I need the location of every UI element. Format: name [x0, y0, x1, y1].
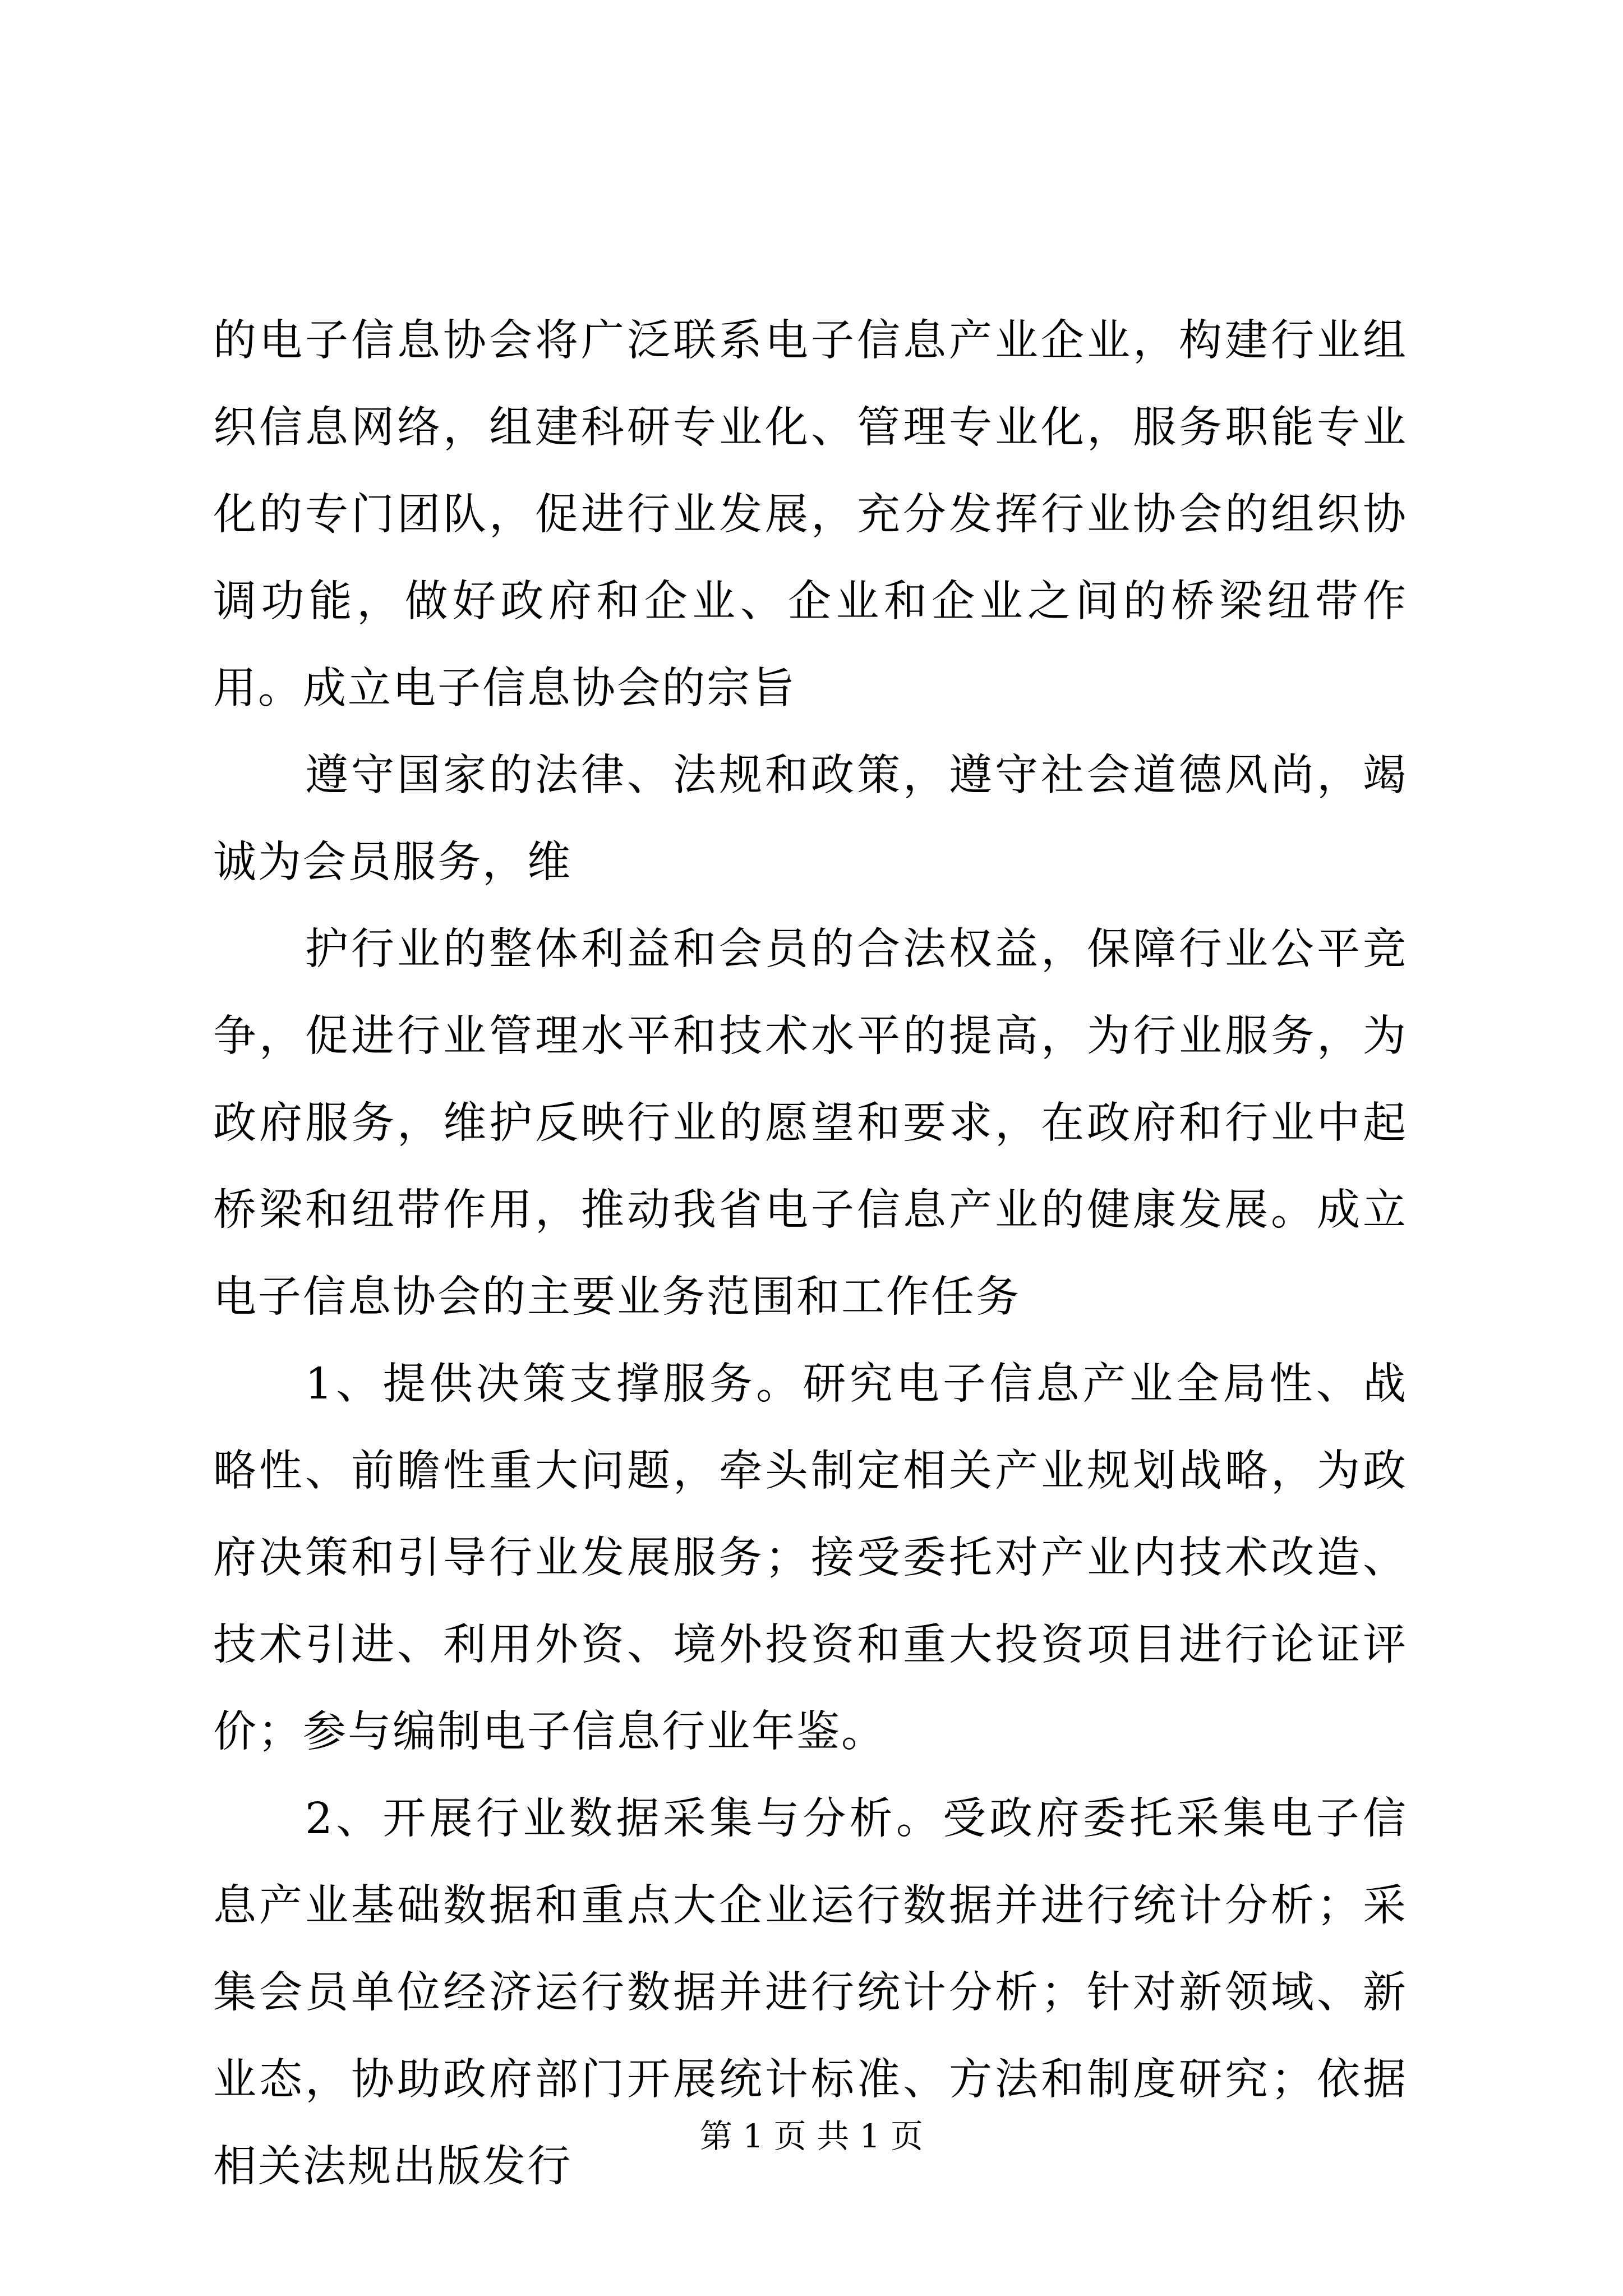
paragraph-5: 2、开展行业数据采集与分析。受政府委托采集电子信息产业基础数据和重点大企业运行数据并进行统计分析；采集会员单位经济运行数据并进行统计分析；针对新领域、新业态，协助政府部门开展统计标准、方法和制度研究；依据相关法规出版发行 — [213, 1794, 1408, 2192]
paragraph-2: 遵守国家的法律、法规和政策，遵守社会道德风尚，竭诚为会员服务，维 — [213, 751, 1408, 887]
paragraph-3: 护行业的整体利益和会员的合法权益，保障行业公平竞争，促进行业管理水平和技术水平的提高，为行业服务，为政府服务，维护反映行业的愿望和要求，在政府和行业中起桥梁和纽带作用，推动我省电子信息产业的健康发展。成立电子信息协会的主要业务范围和工作任务 — [213, 924, 1408, 1322]
page-footer: 第 1 页 共 1 页 — [700, 2117, 923, 2155]
document-body — [213, 297, 1408, 2210]
paragraph-4: 1、提供决策支撑服务。研究电子信息产业全局性、战略性、前瞻性重大问题，牵头制定相关产业规划战略，为政府决策和引导行业发展服务；接受委托对产业内技术改造、技术引进、利用外资、境外投资和重大投资项目进行论证评价；参与编制电子信息行业年鉴。 — [213, 1359, 1408, 1757]
paragraph-1: 的电子信息协会将广泛联系电子信息产业企业，构建行业组织信息网络，组建科研专业化、管理专业化，服务职能专业化的专门团队，促进行业发展，充分发挥行业协会的组织协调功能，做好政府和企业、企业和企业之间的桥梁纽带作用。成立电子信息协会的宗旨 — [213, 316, 1408, 714]
